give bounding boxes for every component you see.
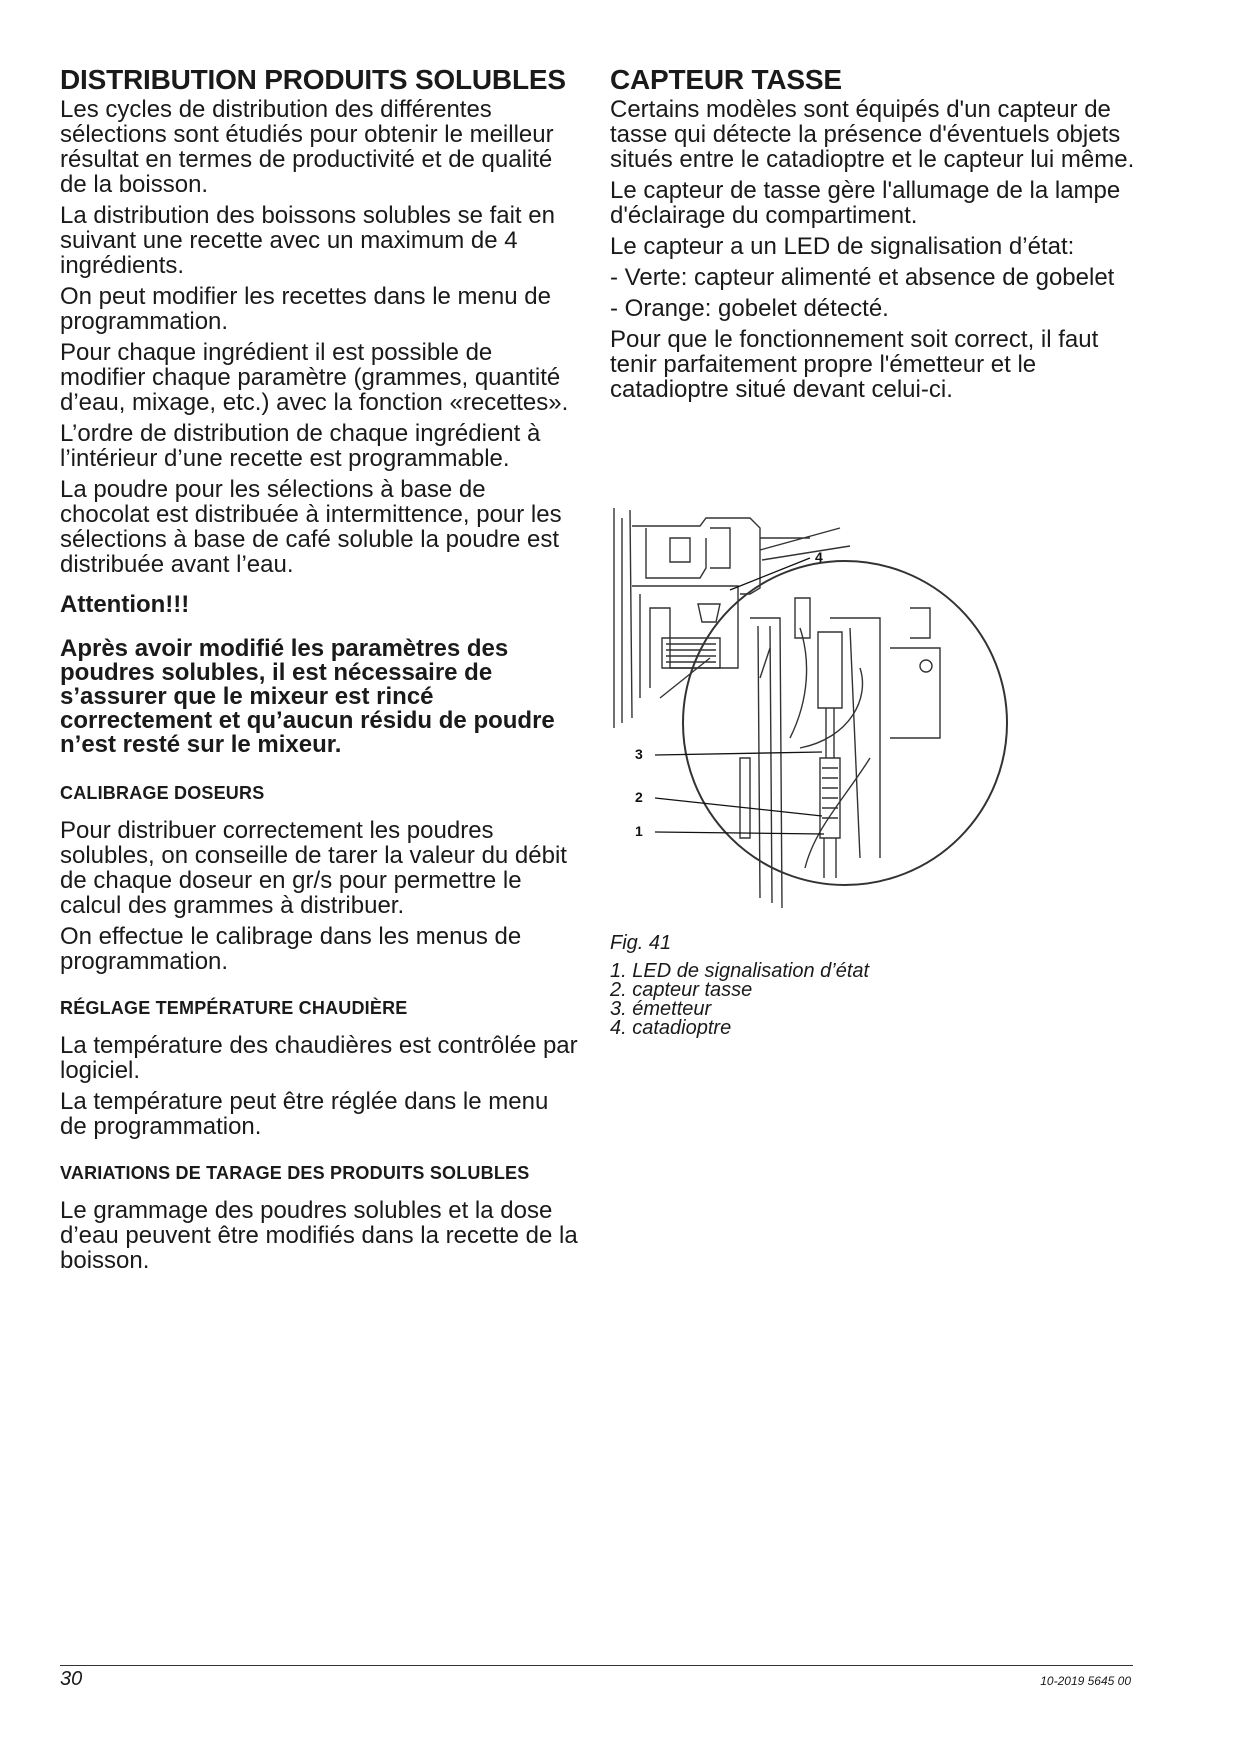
attention-title: Attention!!! — [60, 591, 190, 618]
footer-divider — [60, 1665, 1133, 1666]
figure-caption: Fig. 41 — [610, 932, 672, 954]
paragraph: Pour distribuer correctement les poudres solubles, on conseille de tarer la valeur du débit de chaque doseur en gr/s pour permettre le calcul des grammes à distribuer. — [60, 817, 567, 919]
legend-item: 4. catadioptre — [610, 1017, 732, 1039]
legend-item: 3. émetteur — [610, 998, 712, 1020]
paragraph: La température peut être réglée dans le menu de programmation. — [60, 1088, 549, 1140]
led-status-list — [610, 265, 1140, 321]
section-title-distribution: DISTRIBUTION PRODUITS SOLUBLES — [60, 64, 566, 95]
paragraph: La distribution des boissons solubles se fait en suivant une recette avec un maximum de 4 ingrédients. — [60, 202, 555, 279]
legend-item: 2. capteur tasse — [610, 979, 753, 1001]
callout-4: 4 — [815, 549, 823, 565]
paragraph: Certains modèles sont équipés d'un capteur de tasse qui détecte la présence d'éventuels objets situés entre le catadioptre et le capteur lui même. — [610, 96, 1135, 173]
paragraph: On effectue le calibrage dans les menus de programmation. — [60, 923, 522, 975]
callout-1: 1 — [635, 823, 643, 839]
paragraph: La poudre pour les sélections à base de chocolat est distribuée à intermittence, pour les sélections à base de café soluble la poudre est distribuée avant l’eau. — [60, 476, 562, 578]
paragraph: La température des chaudières est contrôlée par logiciel. — [60, 1032, 578, 1084]
paragraph: Le grammage des poudres solubles et la dose d’eau peuvent être modifiés dans la recette de la boisson. — [60, 1197, 578, 1274]
callout-2: 2 — [635, 789, 643, 805]
subheading-temperature: RÉGLAGE TEMPÉRATURE CHAUDIÈRE — [60, 998, 408, 1018]
callout-3: 3 — [635, 746, 643, 762]
page-number: 30 — [60, 1668, 83, 1690]
paragraph: On peut modifier les recettes dans le menu de programmation. — [60, 283, 551, 335]
section-title-capteur: CAPTEUR TASSE — [610, 64, 842, 95]
paragraph: Les cycles de distribution des différentes sélections sont étudiés pour obtenir le meilleur résultat en termes de productivité et de qualité de la boisson. — [60, 96, 554, 198]
cup-sensor-illustration — [610, 498, 1050, 926]
subheading-variations: VARIATIONS DE TARAGE DES PRODUITS SOLUBLES — [60, 1163, 530, 1183]
legend-item: 1. LED de signalisation d’état — [610, 960, 870, 982]
left-column — [60, 66, 578, 1279]
subheading-calibrage: CALIBRAGE DOSEURS — [60, 783, 265, 803]
document-reference: 10-2019 5645 00 — [1040, 1674, 1131, 1688]
list-item: - Verte: capteur alimenté et absence de gobelet — [610, 264, 1115, 291]
figure-legend — [610, 962, 869, 1038]
list-item: - Orange: gobelet détecté. — [610, 295, 889, 322]
right-column — [610, 66, 1140, 408]
paragraph: Pour chaque ingrédient il est possible de modifier chaque paramètre (grammes, quantité d’eau, mixage, etc.) avec la fonction «recettes». — [60, 339, 569, 416]
paragraph: L’ordre de distribution de chaque ingrédient à l’intérieur d’une recette est programmable. — [60, 420, 541, 472]
paragraph: Pour que le fonctionnement soit correct, il faut tenir parfaitement propre l'émetteur et le catadioptre situé devant celui-ci. — [610, 326, 1099, 403]
attention-body: Après avoir modifié les paramètres des poudres solubles, il est nécessaire de s’assurer que le mixeur est rincé correctement et qu’aucun résidu de poudre n’est resté sur le mixeur. — [60, 635, 555, 758]
paragraph: Le capteur de tasse gère l'allumage de la lampe d'éclairage du compartiment. — [610, 177, 1121, 229]
paragraph: Le capteur a un LED de signalisation d’état: — [610, 233, 1075, 260]
